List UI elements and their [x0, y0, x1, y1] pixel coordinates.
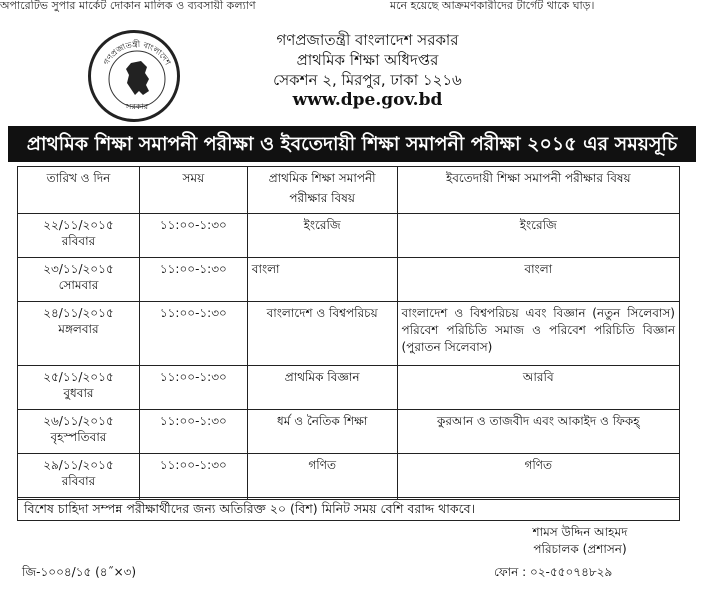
- date: ২৫/১১/২০১৫: [43, 370, 114, 384]
- table-row: [18, 214, 680, 258]
- ebtedayee-subject-cell: আরবি: [397, 366, 679, 410]
- day: বুধবার: [63, 386, 94, 400]
- date: ২২/১১/২০১৫: [43, 218, 114, 232]
- table-row: [18, 366, 680, 410]
- day: রবিবার: [61, 234, 96, 248]
- top-strip-right-text: মনে হয়েছে আক্রমণকারীদের টার্গেট থাকে ঘাড়।: [390, 0, 595, 12]
- header-ebtedayee-subject: ইবতেদায়ী শিক্ষা সমাপনী পরীক্ষার বিষয়: [397, 167, 679, 214]
- date-cell: [18, 258, 140, 302]
- primary-subject-cell: ধর্ম ও নৈতিক শিক্ষা: [247, 410, 397, 454]
- table-row: [18, 302, 680, 366]
- top-strip-left-text: অপারেটিভ সুপার মার্কেট দোকান মালিক ও ব্যবসায়ী কল্যাণ: [0, 0, 256, 12]
- time-cell: ১১:০০-১:৩০: [139, 410, 247, 454]
- table-header-row: [18, 167, 680, 214]
- schedule-banner: প্রাথমিক শিক্ষা সমাপনী পরীক্ষা ও ইবতেদায়ী শিক্ষা সমাপনী পরীক্ষা ২০১৫ এর সময়সূচি: [8, 126, 696, 162]
- day: মঙ্গলবার: [58, 322, 99, 336]
- date-cell: [18, 366, 140, 410]
- header-website: www.dpe.gov.bd: [292, 90, 443, 110]
- signatory-title: পরিচালক (প্রশাসন): [533, 542, 627, 556]
- seal-top-text: গণপ্রজাতন্ত্রী বাংলাদেশ: [101, 39, 173, 67]
- date-cell: [18, 454, 140, 500]
- primary-subject-cell: বাংলাদেশ ও বিশ্বপরিচয়: [247, 302, 397, 366]
- ebtedayee-subject-cell: গণিত: [397, 454, 679, 500]
- ebtedayee-subject-cell: বাংলা: [397, 258, 679, 302]
- day: রবিবার: [61, 474, 96, 488]
- time-cell: ১১:০০-১:৩০: [139, 454, 247, 500]
- primary-subject-cell: প্রাথমিক বিজ্ঞান: [247, 366, 397, 410]
- primary-subject-cell: ইংরেজি: [247, 214, 397, 258]
- ad-code: জি-১০০৪/১৫ (৪˝×৩): [22, 565, 137, 579]
- time-cell: ১১:০০-১:৩০: [139, 302, 247, 366]
- date-cell: [18, 302, 140, 366]
- time-cell: ১১:০০-১:৩০: [139, 258, 247, 302]
- header-address: সেকশন ২, মিরপুর, ঢাকা ১২১৬: [273, 71, 462, 89]
- special-needs-note: বিশেষ চাহিদা সম্পন্ন পরীক্ষার্থীদের জন্য অতিরিক্ত ২০ (বিশ) মিনিট সময় বেশি বরাদ্দ থাকবে।: [17, 497, 680, 521]
- date: ২৩/১১/২০১৫: [43, 262, 114, 276]
- phone-number: ফোন : ০২-৫৫০৭৪৮২৯: [494, 565, 613, 579]
- date-cell: [18, 410, 140, 454]
- table-row: [18, 410, 680, 454]
- header-primary-subject: প্রাথমিক শিক্ষা সমাপনী পরীক্ষার বিষয়: [247, 167, 397, 214]
- day: সোমবার: [58, 278, 99, 292]
- table-row: [18, 454, 680, 500]
- ebtedayee-subject-cell: বাংলাদেশ ও বিশ্বপরিচয় এবং বিজ্ঞান (নতুন সিলেবাস) পরিবেশ পরিচিতি সমাজ ও পরিবেশ পরিচিতি বিজ্ঞান (পুরাতন সিলেবাস): [397, 302, 679, 366]
- date: ২৬/১১/২০১৫: [43, 414, 114, 428]
- primary-subject-cell: বাংলা: [247, 258, 397, 302]
- date: ২৯/১১/২০১৫: [43, 458, 114, 472]
- header-date: তারিখ ও দিন: [18, 167, 140, 214]
- day: বৃহস্পতিবার: [50, 430, 107, 444]
- table-row: [18, 258, 680, 302]
- time-cell: ১১:০০-১:৩০: [139, 214, 247, 258]
- date-cell: [18, 214, 140, 258]
- ebtedayee-subject-cell: কুরআন ও তাজবীদ এবং আকাইদ ও ফিকহ্: [397, 410, 679, 454]
- header-govt: গণপ্রজাতন্ত্রী বাংলাদেশ সরকার: [276, 31, 459, 49]
- header-time: সময়: [139, 167, 247, 214]
- header-department: প্রাথমিক শিক্ষা অধিদপ্তর: [296, 51, 439, 69]
- page-header: [0, 30, 705, 110]
- primary-subject-cell: গণিত: [247, 454, 397, 500]
- signature-block: [505, 524, 655, 558]
- signatory-name: শামস উদ্দিন আহমদ: [532, 525, 628, 539]
- date: ২৪/১১/২০১৫: [43, 306, 114, 320]
- top-strip: [0, 0, 705, 18]
- schedule-table: [17, 166, 680, 500]
- time-cell: ১১:০০-১:৩০: [139, 366, 247, 410]
- seal-bottom-text: সরকার: [125, 102, 149, 111]
- ebtedayee-subject-cell: ইংরেজি: [397, 214, 679, 258]
